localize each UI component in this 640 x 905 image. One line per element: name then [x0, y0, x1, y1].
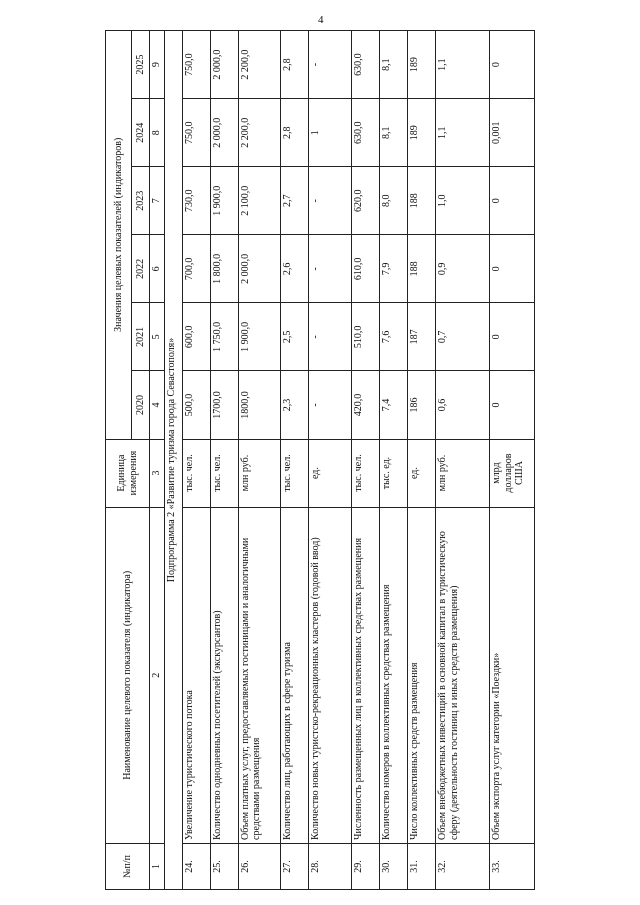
row-number: 27.	[281, 843, 309, 889]
col-number: 8	[150, 99, 165, 167]
indicator-value: 188	[408, 235, 436, 303]
indicator-value: 0,001	[490, 99, 535, 167]
indicator-value: 610,0	[351, 235, 379, 303]
indicator-value: -	[309, 31, 351, 99]
indicator-value: 750,0	[182, 31, 210, 99]
indicator-value: 7,4	[379, 371, 407, 439]
subprogram-row	[164, 31, 182, 890]
indicator-value: 2,8	[281, 99, 309, 167]
page-number: 4	[318, 14, 324, 26]
col-header-values: Значения целевых показателей (индикаторов)	[106, 31, 132, 440]
indicator-name: Численность размещенных лиц в коллективных средствах размещения	[351, 507, 379, 843]
table-row	[490, 31, 535, 890]
indicator-value: 1,1	[436, 99, 490, 167]
table-row	[309, 31, 351, 890]
row-number: 28.	[309, 843, 351, 889]
indicator-value: 7,6	[379, 303, 407, 371]
indicator-value: 730,0	[182, 167, 210, 235]
indicator-value: 0,7	[436, 303, 490, 371]
indicator-value: 2 000,0	[210, 31, 238, 99]
indicator-value: 630,0	[351, 31, 379, 99]
indicator-value: 189	[408, 31, 436, 99]
year-header: 2025	[132, 31, 150, 99]
indicator-value: 187	[408, 303, 436, 371]
indicator-value: 0	[490, 167, 535, 235]
indicator-value: 1 900,0	[210, 167, 238, 235]
indicator-value: 2,8	[281, 31, 309, 99]
indicator-value: 8,1	[379, 99, 407, 167]
indicator-name: Количество новых туристско-рекреационных кластеров (годовой ввод)	[309, 507, 351, 843]
row-number: 29.	[351, 843, 379, 889]
indicator-value: 0	[490, 371, 535, 439]
indicator-value: 2,3	[281, 371, 309, 439]
indicator-value: 600,0	[182, 303, 210, 371]
indicator-value: 2,6	[281, 235, 309, 303]
indicator-value: 0,9	[436, 235, 490, 303]
indicator-value: 2 000,0	[210, 99, 238, 167]
indicator-value: 500,0	[182, 371, 210, 439]
indicator-value: 700,0	[182, 235, 210, 303]
indicator-value: 186	[408, 371, 436, 439]
col-number: 4	[150, 371, 165, 439]
year-header: 2024	[132, 99, 150, 167]
indicator-value: 1,0	[436, 167, 490, 235]
indicator-name: Число коллективных средств размещения	[408, 507, 436, 843]
indicator-value: 1	[309, 99, 351, 167]
indicator-value: -	[309, 235, 351, 303]
indicator-value: 188	[408, 167, 436, 235]
col-number: 9	[150, 31, 165, 99]
table-row	[210, 31, 238, 890]
indicator-value: 2 100,0	[238, 167, 280, 235]
indicators-table	[105, 30, 535, 890]
table-row	[408, 31, 436, 890]
unit: млрд долларов США	[490, 439, 535, 507]
indicator-value: 0	[490, 31, 535, 99]
row-number: 26.	[238, 843, 280, 889]
header-row-col-numbers	[150, 31, 165, 890]
unit: тыс. ед.	[379, 439, 407, 507]
indicator-value: 2 200,0	[238, 99, 280, 167]
col-number: 1	[150, 843, 165, 889]
indicator-value: 0	[490, 303, 535, 371]
indicator-name: Количество лиц, работающих в сфере туризма	[281, 507, 309, 843]
unit: тыс. чел.	[210, 439, 238, 507]
unit: тыс. чел.	[351, 439, 379, 507]
col-number: 7	[150, 167, 165, 235]
unit: млн руб.	[436, 439, 490, 507]
indicator-value: 2,5	[281, 303, 309, 371]
header-row-top	[106, 31, 132, 890]
table-row	[238, 31, 280, 890]
table-row	[351, 31, 379, 890]
year-header: 2023	[132, 167, 150, 235]
table-body	[182, 31, 535, 890]
col-number: 6	[150, 235, 165, 303]
indicator-value: 189	[408, 99, 436, 167]
indicator-value: 1 800,0	[210, 235, 238, 303]
row-number: 32.	[436, 843, 490, 889]
year-header: 2020	[132, 371, 150, 439]
indicator-value: 0,6	[436, 371, 490, 439]
table-row	[281, 31, 309, 890]
row-number: 24.	[182, 843, 210, 889]
indicator-value: 0	[490, 235, 535, 303]
col-number: 5	[150, 303, 165, 371]
col-header-name: Наименование целевого показателя (индикатора)	[106, 507, 150, 843]
year-header: 2022	[132, 235, 150, 303]
indicator-value: 2,7	[281, 167, 309, 235]
indicator-value: 1,1	[436, 31, 490, 99]
indicator-value: 1 750,0	[210, 303, 238, 371]
unit: млн руб.	[238, 439, 280, 507]
indicator-value: 510,0	[351, 303, 379, 371]
indicator-name: Количество однодневных посетителей (экскурсантов)	[210, 507, 238, 843]
unit: тыс. чел.	[281, 439, 309, 507]
indicator-value: 630,0	[351, 99, 379, 167]
row-number: 33.	[490, 843, 535, 889]
col-number: 3	[150, 439, 165, 507]
col-header-no: №п/п	[106, 843, 150, 889]
indicator-value: 2 000,0	[238, 235, 280, 303]
indicator-name: Количество номеров в коллективных средствах размещения	[379, 507, 407, 843]
table-row	[379, 31, 407, 890]
indicator-value: 420,0	[351, 371, 379, 439]
indicator-value: 8,0	[379, 167, 407, 235]
rotated-table-container	[105, 30, 535, 890]
unit: ед.	[408, 439, 436, 507]
indicator-name: Увеличение туристического потока	[182, 507, 210, 843]
unit: ед.	[309, 439, 351, 507]
indicator-name: Объем внебюджетных инвестиций в основной капитал в туристическую сферу (деятельность гостиниц и иных средств размещения)	[436, 507, 490, 843]
indicator-value: 1700,0	[210, 371, 238, 439]
indicator-value: 1 900,0	[238, 303, 280, 371]
row-number: 31.	[408, 843, 436, 889]
indicator-value: 750,0	[182, 99, 210, 167]
indicator-name: Объем экспорта услуг категории «Поездки»	[490, 507, 535, 843]
indicator-name: Объем платных услуг, предоставляемых гостиницами и аналогичными средствами размещения	[238, 507, 280, 843]
table-row	[182, 31, 210, 890]
row-number: 25.	[210, 843, 238, 889]
indicator-value: -	[309, 167, 351, 235]
table-row	[436, 31, 490, 890]
indicator-value: -	[309, 371, 351, 439]
indicator-value: 8,1	[379, 31, 407, 99]
indicator-value: -	[309, 303, 351, 371]
indicator-value: 620,0	[351, 167, 379, 235]
indicator-value: 1800,0	[238, 371, 280, 439]
year-header: 2021	[132, 303, 150, 371]
unit: тыс. чел.	[182, 439, 210, 507]
col-header-unit: Единица измерения	[106, 439, 150, 507]
row-number: 30.	[379, 843, 407, 889]
col-number: 2	[150, 507, 165, 843]
indicator-value: 7,9	[379, 235, 407, 303]
indicator-value: 2 200,0	[238, 31, 280, 99]
subprogram-title: Подпрограмма 2 «Развитие туризма города Севастополя»	[164, 31, 182, 890]
